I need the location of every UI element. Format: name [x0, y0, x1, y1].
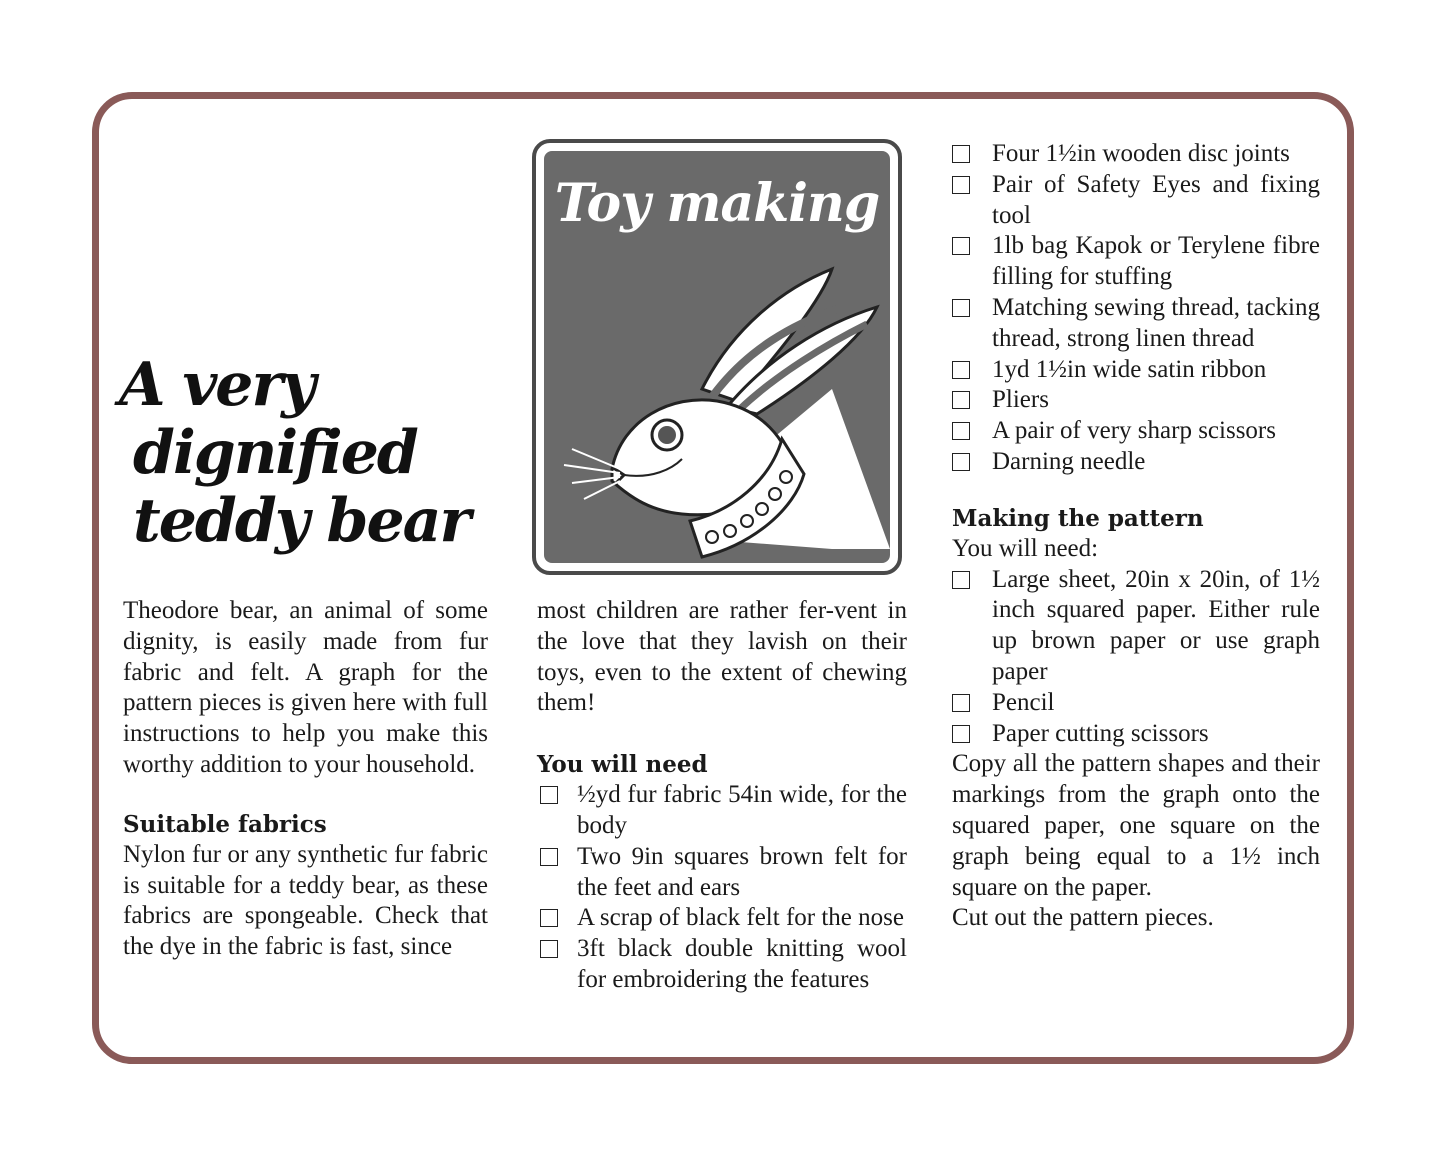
checkbox[interactable] — [952, 299, 970, 317]
list-item: Darning needle — [952, 447, 1320, 478]
list-item: Paper cutting scissors — [952, 719, 1320, 750]
checkbox[interactable] — [952, 145, 970, 163]
title-line-1: A very — [119, 350, 314, 420]
suitable-fabrics-text: Nylon fur or any synthetic fur fabric is suitable for a teddy bear, as these fabrics are spongeable. Check that the dye in the fabric is fast, since — [123, 840, 488, 961]
checkbox[interactable] — [952, 422, 970, 440]
pattern-instructions: Copy all the pattern shapes and their markings from the graph onto the squared paper, one square on the graph being equal to a 1½ inch square on the paper. — [952, 750, 1320, 901]
pattern-supplies-list — [952, 565, 1320, 750]
checkbox[interactable] — [952, 694, 970, 712]
list-item: Large sheet, 20in x 20in, of 1½ inch squared paper. Either rule up brown paper or use graph paper — [952, 565, 1320, 688]
materials-list-part-1 — [537, 780, 907, 996]
list-item: 3ft black double knitting wool for embroidering the features — [537, 934, 907, 996]
column-3 — [952, 139, 1320, 934]
checkbox[interactable] — [952, 237, 970, 255]
list-item: 1yd 1½in wide satin ribbon — [952, 355, 1320, 386]
list-item: Matching sewing thread, tacking thread, strong linen thread — [952, 293, 1320, 355]
checkbox[interactable] — [540, 848, 558, 866]
checkbox[interactable] — [952, 571, 970, 589]
checkbox[interactable] — [952, 176, 970, 194]
checkbox[interactable] — [952, 391, 970, 409]
checkbox[interactable] — [952, 361, 970, 379]
title-line-3: teddy bear — [133, 486, 470, 556]
materials-list-part-2 — [952, 139, 1320, 478]
list-item: Four 1½in wooden disc joints — [952, 139, 1320, 170]
column-1 — [123, 596, 488, 963]
making-pattern-subheading: You will need: — [952, 534, 1099, 562]
suitable-fabrics-heading: Suitable fabrics — [123, 810, 327, 838]
list-item: A scrap of black felt for the nose — [537, 903, 907, 934]
checkbox[interactable] — [540, 786, 558, 804]
list-item: Pliers — [952, 385, 1320, 416]
list-item: ½yd fur fabric 54in wide, for the body — [537, 780, 907, 842]
logo-title: Toy making — [554, 173, 880, 234]
intro-paragraph: Theodore bear, an animal of some dignity, is easily made from fur fabric and felt. A graph for the pattern pieces is given here with full instructions to help you make this worthy addition to your household. — [123, 597, 488, 778]
checkbox[interactable] — [952, 725, 970, 743]
title-line-2: dignified — [133, 418, 417, 488]
list-item: Pencil — [952, 688, 1320, 719]
list-item: Pair of Safety Eyes and fixing tool — [952, 170, 1320, 232]
list-item: A pair of very sharp scissors — [952, 416, 1320, 447]
list-item: Two 9in squares brown felt for the feet and ears — [537, 842, 907, 904]
toy-making-logo — [532, 139, 902, 575]
you-will-need-heading: You will need — [537, 751, 708, 779]
article-title — [119, 351, 499, 555]
article-frame — [92, 92, 1354, 1064]
checkbox[interactable] — [540, 940, 558, 958]
cut-out-instruction: Cut out the pattern pieces. — [952, 904, 1214, 932]
column-2 — [537, 596, 907, 996]
list-item: 1lb bag Kapok or Terylene fibre filling for stuffing — [952, 231, 1320, 293]
making-pattern-heading: Making the pattern — [952, 504, 1204, 532]
continued-paragraph: most children are rather fer-vent in the love that they lavish on their toys, even to the extent of chewing them! — [537, 597, 907, 717]
checkbox[interactable] — [540, 909, 558, 927]
checkbox[interactable] — [952, 453, 970, 471]
